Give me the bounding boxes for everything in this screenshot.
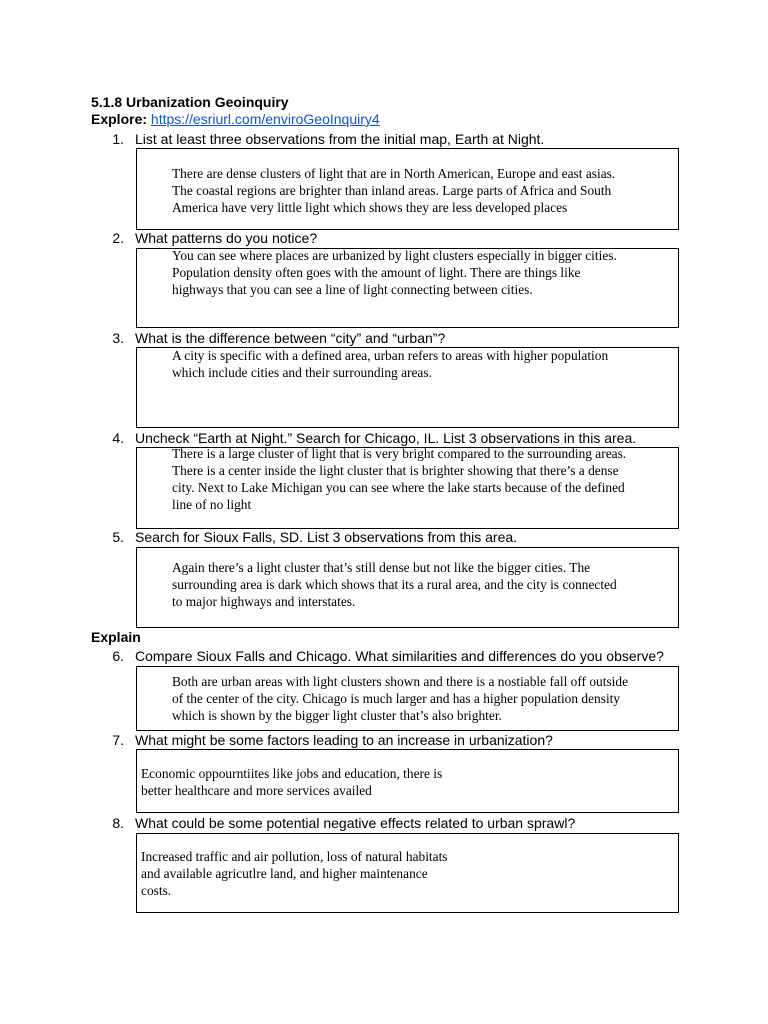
answer-1-text: There are dense clusters of light that are in North American, Europe and east asias. The coastal regions are brighter than inland areas. Large parts of Africa and South America have very little light which shows they are less developed places bbox=[172, 166, 616, 215]
answer-8-text: Increased traffic and air pollution, loss of natural habitats and available agricutlre land, and higher maintenance costs. bbox=[141, 849, 448, 898]
question-6-number: 6. bbox=[112, 648, 124, 664]
answer-3-text: A city is specific with a defined area, urban refers to areas with higher population which include cities and their surrounding areas. bbox=[172, 348, 609, 380]
answer-box-5[interactable] bbox=[136, 547, 679, 628]
question-2-text: What patterns do you notice? bbox=[135, 230, 318, 246]
answer-4-text: There is a large cluster of light that is very bright compared to the surrounding areas. There is a center inside the light cluster that is brighter showing that there’s a dense city. Next to Lake Michigan you can see where the lake starts because of the defined line of no light bbox=[172, 446, 627, 512]
explore-label: Explore: bbox=[91, 111, 148, 127]
explain-heading: Explain bbox=[91, 629, 141, 645]
question-3-text: What is the difference between “city” and “urban”? bbox=[135, 330, 446, 346]
answer-2-text: You can see where places are urbanized by light clusters especially in bigger cities. Population density often goes with the amount of light. There are things like highways that you can see a line of light connecting between cities. bbox=[172, 248, 617, 297]
answer-box-7[interactable] bbox=[136, 749, 679, 813]
answer-box-6[interactable] bbox=[136, 666, 679, 731]
answer-box-1[interactable] bbox=[136, 148, 679, 230]
question-6-text: Compare Sioux Falls and Chicago. What similarities and differences do you observe? bbox=[135, 648, 664, 664]
question-1-number: 1. bbox=[112, 131, 124, 147]
answer-box-4[interactable] bbox=[136, 447, 679, 529]
question-5-text: Search for Sioux Falls, SD. List 3 observations from this area. bbox=[135, 529, 518, 545]
question-2-number: 2. bbox=[112, 230, 124, 246]
question-4-text: Uncheck “Earth at Night.” Search for Chicago, IL. List 3 observations in this area. bbox=[135, 430, 637, 446]
answer-7-text: Economic oppourntiites like jobs and education, there is better healthcare and more services availed bbox=[141, 766, 443, 798]
question-7-text: What might be some factors leading to an increase in urbanization? bbox=[135, 732, 553, 748]
answer-box-8[interactable] bbox=[136, 833, 679, 913]
question-4-number: 4. bbox=[112, 430, 124, 446]
explore-line bbox=[91, 111, 380, 127]
question-7-number: 7. bbox=[112, 732, 124, 748]
question-1-text: List at least three observations from the initial map, Earth at Night. bbox=[135, 131, 545, 147]
explore-link[interactable]: https://esriurl.com/enviroGeoInquiry4 bbox=[150, 111, 380, 127]
answer-5-text: Again there’s a light cluster that’s still dense but not like the bigger cities. The surrounding area is dark which shows that its a rural area, and the city is connected to major highways and interstates. bbox=[172, 560, 617, 609]
question-3-number: 3. bbox=[112, 330, 124, 346]
question-5-number: 5. bbox=[112, 529, 124, 545]
answer-box-2[interactable] bbox=[136, 248, 679, 328]
answer-box-3[interactable] bbox=[136, 347, 679, 428]
question-8-number: 8. bbox=[112, 815, 124, 831]
document-title: 5.1.8 Urbanization Geoinquiry bbox=[91, 94, 289, 110]
answer-6-text: Both are urban areas with light clusters shown and there is a nostiable fall off outside of the center of the city. Chicago is much larger and has a higher population density which is shown by the bigger light cluster that’s also brighter. bbox=[172, 674, 629, 723]
question-8-text: What could be some potential negative effects related to urban sprawl? bbox=[135, 815, 576, 831]
